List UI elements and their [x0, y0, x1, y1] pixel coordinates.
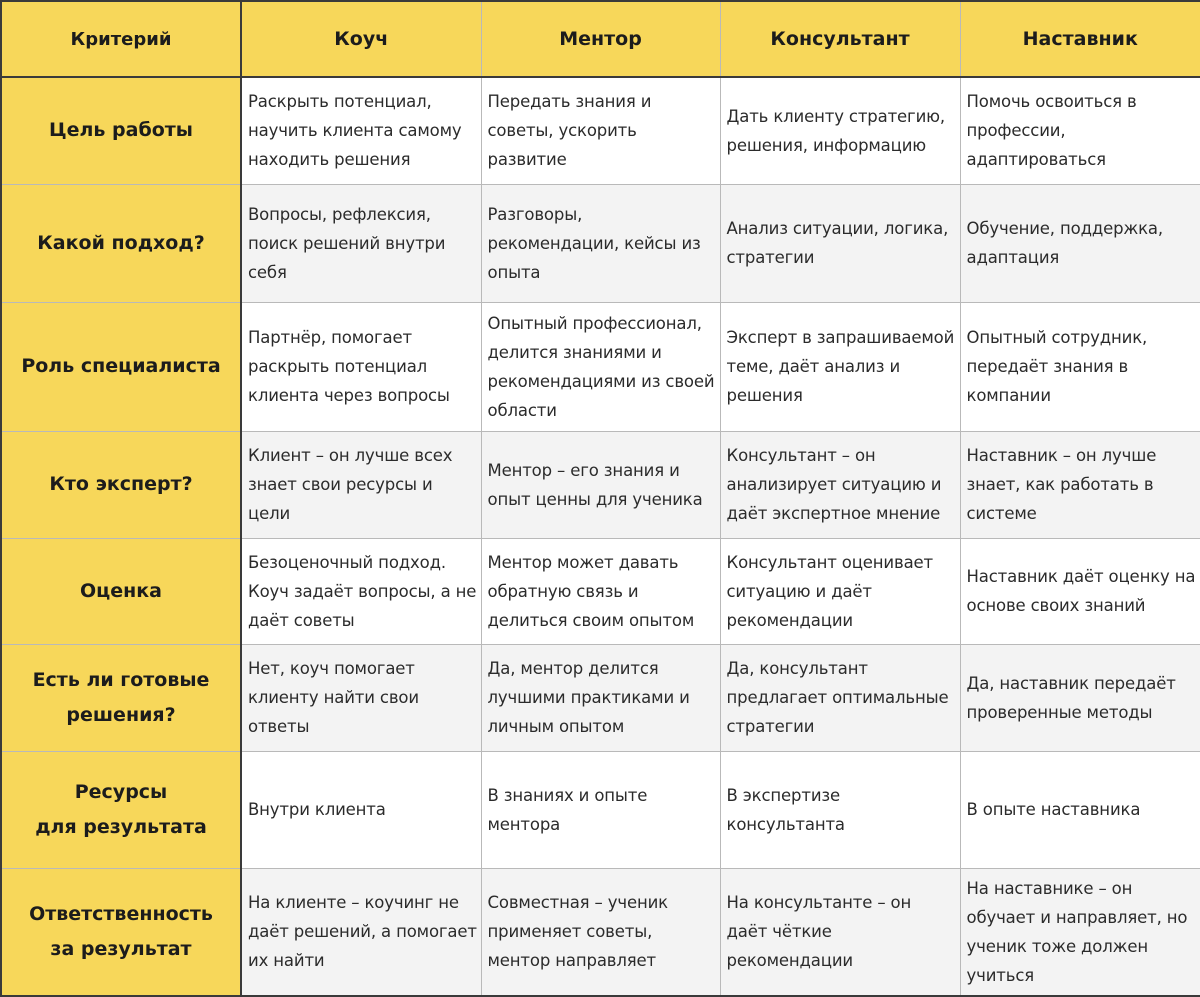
table-cell: На наставнике – он обучает и направляет, но ученик тоже должен учиться: [960, 868, 1200, 996]
row-label-expert: Кто эксперт?: [1, 431, 241, 538]
table-cell: Клиент – он лучше всех знает свои ресурсы и цели: [241, 431, 481, 538]
row-label-ready-solutions: Есть ли готовые решения?: [1, 644, 241, 751]
table-cell: Консультант оценивает ситуацию и даёт рекомендации: [720, 538, 960, 644]
header-row: [1, 1, 1200, 77]
table-cell: В знаниях и опыте ментора: [481, 751, 720, 868]
table-cell: В опыте наставника: [960, 751, 1200, 868]
table-cell: Эксперт в запрашиваемой теме, даёт анализ и решения: [720, 302, 960, 431]
header-tutor: Наставник: [960, 1, 1200, 77]
table-cell: Консультант – он анализирует ситуацию и даёт экспертное мнение: [720, 431, 960, 538]
table-cell: Помочь освоиться в профессии, адаптироваться: [960, 77, 1200, 184]
table-cell: Передать знания и советы, ускорить развитие: [481, 77, 720, 184]
table-cell: На клиенте – коучинг не даёт решений, а помогает их найти: [241, 868, 481, 996]
row-label-role: Роль специалиста: [1, 302, 241, 431]
table-cell: Нет, коуч помогает клиенту найти свои ответы: [241, 644, 481, 751]
table-cell: Да, наставник передаёт проверенные методы: [960, 644, 1200, 751]
table-cell: Внутри клиента: [241, 751, 481, 868]
table-row: [1, 77, 1200, 184]
table-row: [1, 644, 1200, 751]
table-cell: Да, консультант предлагает оптимальные стратегии: [720, 644, 960, 751]
row-label-responsibility: Ответственность за результат: [1, 868, 241, 996]
table-cell: Раскрыть потенциал, научить клиента самому находить решения: [241, 77, 481, 184]
table-cell: Да, ментор делится лучшими практиками и личным опытом: [481, 644, 720, 751]
table-cell: Ментор может давать обратную связь и делиться своим опытом: [481, 538, 720, 644]
table-cell: Дать клиенту стратегию, решения, информацию: [720, 77, 960, 184]
table-cell: Вопросы, рефлексия, поиск решений внутри себя: [241, 184, 481, 302]
table-cell: Наставник – он лучше знает, как работать в системе: [960, 431, 1200, 538]
table-cell: Ментор – его знания и опыт ценны для ученика: [481, 431, 720, 538]
table-cell: Обучение, поддержка, адаптация: [960, 184, 1200, 302]
table-row: [1, 751, 1200, 868]
header-criterion: Критерий: [1, 1, 241, 77]
table-cell: В экспертизе консультанта: [720, 751, 960, 868]
table-cell: Разговоры, рекомендации, кейсы из опыта: [481, 184, 720, 302]
table-cell: Наставник даёт оценку на основе своих знаний: [960, 538, 1200, 644]
table-cell: Опытный профессионал, делится знаниями и рекомендациями из своей области: [481, 302, 720, 431]
row-label-approach: Какой подход?: [1, 184, 241, 302]
table-row: [1, 868, 1200, 996]
header-mentor: Ментор: [481, 1, 720, 77]
table-cell: Анализ ситуации, логика, стратегии: [720, 184, 960, 302]
row-label-evaluation: Оценка: [1, 538, 241, 644]
row-label-resources: Ресурсы для результата: [1, 751, 241, 868]
table-cell: Безоценочный подход. Коуч задаёт вопросы, а не даёт советы: [241, 538, 481, 644]
table-body: [1, 77, 1200, 996]
table-cell: Совместная – ученик применяет советы, ментор направляет: [481, 868, 720, 996]
table-cell: Опытный сотрудник, передаёт знания в компании: [960, 302, 1200, 431]
header-consultant: Консультант: [720, 1, 960, 77]
table-row: [1, 431, 1200, 538]
table-cell: Партнёр, помогает раскрыть потенциал клиента через вопросы: [241, 302, 481, 431]
table-row: [1, 302, 1200, 431]
table-header: [1, 1, 1200, 77]
row-label-goal: Цель работы: [1, 77, 241, 184]
table-row: [1, 184, 1200, 302]
header-coach: Коуч: [241, 1, 481, 77]
table-row: [1, 538, 1200, 644]
table-cell: На консультанте – он даёт чёткие рекомендации: [720, 868, 960, 996]
